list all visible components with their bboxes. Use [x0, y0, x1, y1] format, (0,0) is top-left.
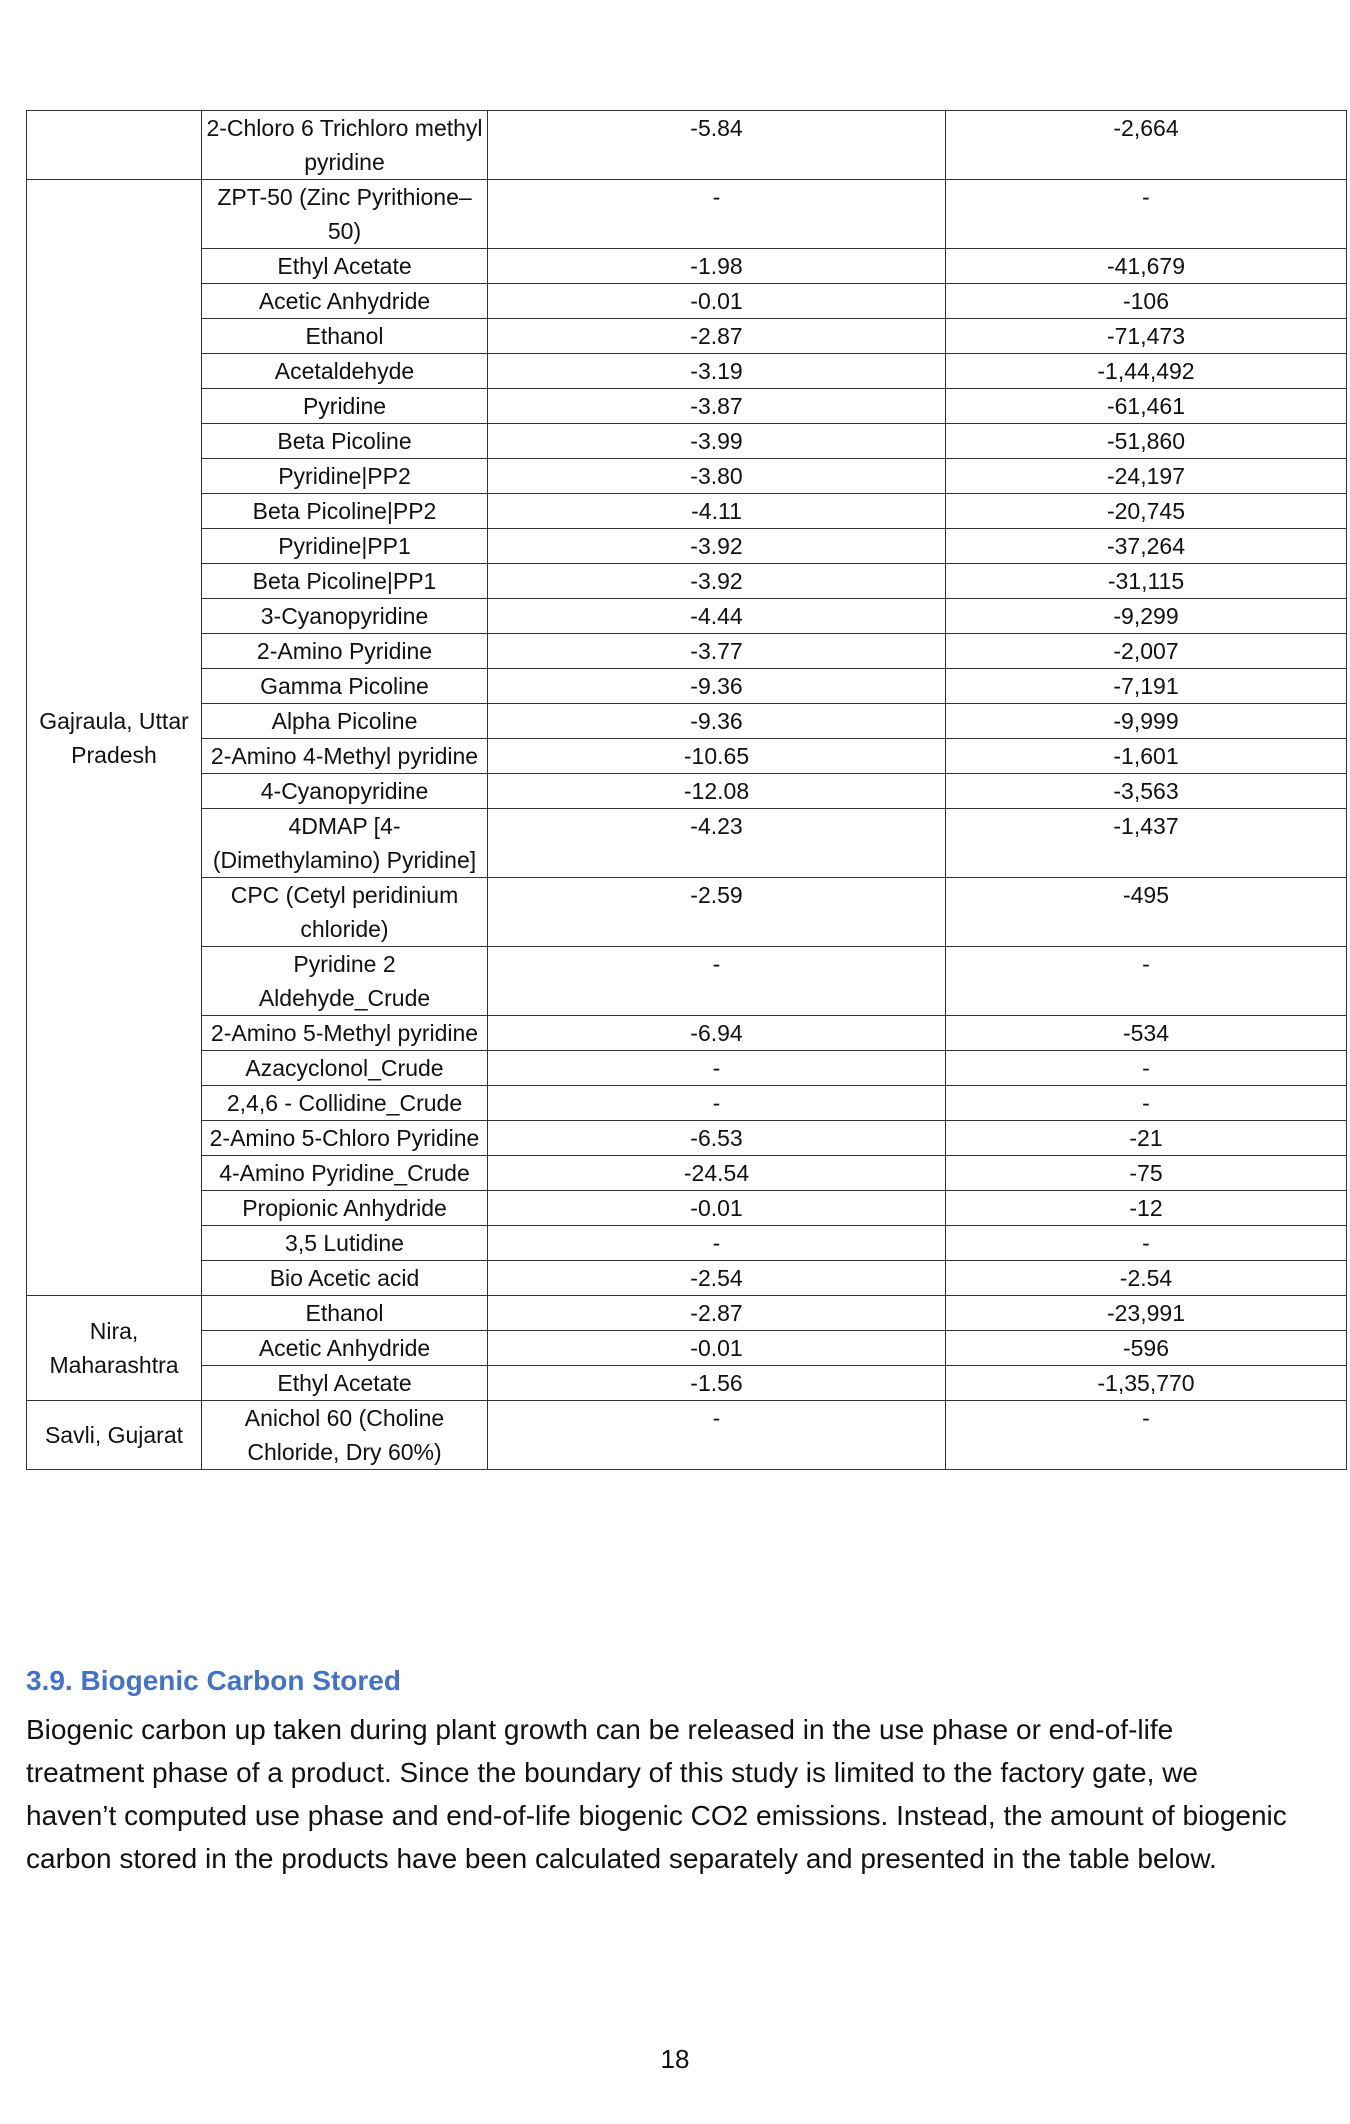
location-cell: Nira, Maharashtra	[27, 1296, 202, 1401]
value-cell: -6.94	[488, 1016, 946, 1051]
total-value-cell: -3,563	[946, 774, 1347, 809]
total-value-cell: -534	[946, 1016, 1347, 1051]
total-value-cell: -71,473	[946, 319, 1347, 354]
product-cell: Gamma Picoline	[202, 669, 488, 704]
table-row	[27, 1226, 1347, 1261]
table-row	[27, 564, 1347, 599]
product-cell: Acetic Anhydride	[202, 1331, 488, 1366]
value-cell: -24.54	[488, 1156, 946, 1191]
table-row	[27, 774, 1347, 809]
product-cell: Anichol 60 (Choline Chloride, Dry 60%)	[202, 1401, 488, 1470]
value-cell: -2.87	[488, 1296, 946, 1331]
product-cell: 4-Amino Pyridine_Crude	[202, 1156, 488, 1191]
value-cell: -4.23	[488, 809, 946, 878]
value-cell: -	[488, 1086, 946, 1121]
product-cell: 3,5 Lutidine	[202, 1226, 488, 1261]
product-cell: ZPT-50 (Zinc Pyrithione–50)	[202, 180, 488, 249]
value-cell: -1.98	[488, 249, 946, 284]
total-value-cell: -75	[946, 1156, 1347, 1191]
value-cell: -3.87	[488, 389, 946, 424]
product-cell: 3-Cyanopyridine	[202, 599, 488, 634]
product-cell: Pyridine	[202, 389, 488, 424]
total-value-cell: -2,007	[946, 634, 1347, 669]
location-cell: Savli, Gujarat	[27, 1401, 202, 1470]
total-value-cell: -20,745	[946, 494, 1347, 529]
product-cell: CPC (Cetyl peridinium chloride)	[202, 878, 488, 947]
total-value-cell: -	[946, 947, 1347, 1016]
product-cell: 2-Chloro 6 Trichloro methyl pyridine	[202, 111, 488, 180]
product-cell: Acetaldehyde	[202, 354, 488, 389]
value-cell: -2.59	[488, 878, 946, 947]
product-cell: Ethyl Acetate	[202, 1366, 488, 1401]
value-cell: -	[488, 180, 946, 249]
table-row	[27, 599, 1347, 634]
table-row	[27, 1296, 1347, 1331]
total-value-cell: -	[946, 1086, 1347, 1121]
table-row	[27, 704, 1347, 739]
value-cell: -	[488, 947, 946, 1016]
value-cell: -3.99	[488, 424, 946, 459]
section-paragraph: Biogenic carbon up taken during plant growth can be released in the use phase or end-of-life treatment phase of a product. Since the boundary of this study is limited to the factory gate, we haven’t computed use phase and end-of-life biogenic CO2 emissions. Instead, the amount of biogenic carbon stored in the products have been calculated separately and presented in the table below.	[26, 1714, 1287, 1874]
value-cell: -4.11	[488, 494, 946, 529]
table-row	[27, 389, 1347, 424]
product-cell: 4DMAP [4-(Dimethylamino) Pyridine]	[202, 809, 488, 878]
table-row	[27, 947, 1347, 1016]
table-row	[27, 180, 1347, 249]
table-row	[27, 1366, 1347, 1401]
product-cell: Azacyclonol_Crude	[202, 1051, 488, 1086]
product-cell: Acetic Anhydride	[202, 284, 488, 319]
value-cell: -0.01	[488, 1331, 946, 1366]
total-value-cell: -	[946, 1401, 1347, 1470]
value-cell: -1.56	[488, 1366, 946, 1401]
table-row	[27, 111, 1347, 180]
table-row	[27, 878, 1347, 947]
table-row	[27, 1051, 1347, 1086]
product-cell: 4-Cyanopyridine	[202, 774, 488, 809]
section-heading: 3.9. Biogenic Carbon Stored	[26, 1665, 401, 1696]
product-cell: Pyridine|PP2	[202, 459, 488, 494]
value-cell: -	[488, 1401, 946, 1470]
value-cell: -12.08	[488, 774, 946, 809]
total-value-cell: -	[946, 1051, 1347, 1086]
product-cell: Beta Picoline|PP2	[202, 494, 488, 529]
table-row	[27, 1331, 1347, 1366]
value-cell: -0.01	[488, 284, 946, 319]
table-row	[27, 529, 1347, 564]
product-cell: Ethanol	[202, 1296, 488, 1331]
table-row	[27, 669, 1347, 704]
table-row	[27, 1401, 1347, 1470]
total-value-cell: -596	[946, 1331, 1347, 1366]
value-cell: -3.80	[488, 459, 946, 494]
table-row	[27, 284, 1347, 319]
table-row	[27, 424, 1347, 459]
value-cell: -2.87	[488, 319, 946, 354]
table-row	[27, 354, 1347, 389]
table-row	[27, 494, 1347, 529]
value-cell: -3.19	[488, 354, 946, 389]
total-value-cell: -7,191	[946, 669, 1347, 704]
value-cell: -	[488, 1051, 946, 1086]
emissions-table	[26, 110, 1347, 1470]
total-value-cell: -1,601	[946, 739, 1347, 774]
product-cell: 2-Amino 5-Chloro Pyridine	[202, 1121, 488, 1156]
table-row	[27, 1016, 1347, 1051]
product-cell: Propionic Anhydride	[202, 1191, 488, 1226]
table-row	[27, 1261, 1347, 1296]
table-row	[27, 1086, 1347, 1121]
value-cell: -3.92	[488, 564, 946, 599]
value-cell: -10.65	[488, 739, 946, 774]
value-cell: -3.77	[488, 634, 946, 669]
value-cell: -0.01	[488, 1191, 946, 1226]
value-cell: -3.92	[488, 529, 946, 564]
total-value-cell: -106	[946, 284, 1347, 319]
product-cell: 2-Amino 5-Methyl pyridine	[202, 1016, 488, 1051]
product-cell: Alpha Picoline	[202, 704, 488, 739]
location-cell	[27, 111, 202, 180]
product-cell: Pyridine|PP1	[202, 529, 488, 564]
total-value-cell: -9,999	[946, 704, 1347, 739]
table-row	[27, 319, 1347, 354]
product-cell: 2-Amino Pyridine	[202, 634, 488, 669]
table-body	[27, 111, 1347, 1470]
product-cell: 2,4,6 - Collidine_Crude	[202, 1086, 488, 1121]
total-value-cell: -9,299	[946, 599, 1347, 634]
product-cell: Pyridine 2 Aldehyde_Crude	[202, 947, 488, 1016]
total-value-cell: -24,197	[946, 459, 1347, 494]
table-row	[27, 1156, 1347, 1191]
total-value-cell: -1,35,770	[946, 1366, 1347, 1401]
table-row	[27, 1121, 1347, 1156]
value-cell: -9.36	[488, 704, 946, 739]
total-value-cell: -2.54	[946, 1261, 1347, 1296]
product-cell: Ethyl Acetate	[202, 249, 488, 284]
value-cell: -9.36	[488, 669, 946, 704]
total-value-cell: -41,679	[946, 249, 1347, 284]
location-cell: Gajraula, Uttar Pradesh	[27, 180, 202, 1296]
product-cell: Ethanol	[202, 319, 488, 354]
product-cell: Beta Picoline|PP1	[202, 564, 488, 599]
total-value-cell: -495	[946, 878, 1347, 947]
value-cell: -4.44	[488, 599, 946, 634]
product-cell: Beta Picoline	[202, 424, 488, 459]
value-cell: -	[488, 1226, 946, 1261]
table-row	[27, 459, 1347, 494]
total-value-cell: -2,664	[946, 111, 1347, 180]
total-value-cell: -12	[946, 1191, 1347, 1226]
total-value-cell: -	[946, 1226, 1347, 1261]
value-cell: -6.53	[488, 1121, 946, 1156]
total-value-cell: -61,461	[946, 389, 1347, 424]
total-value-cell: -21	[946, 1121, 1347, 1156]
total-value-cell: -31,115	[946, 564, 1347, 599]
page-number: 18	[660, 2044, 690, 2074]
total-value-cell: -37,264	[946, 529, 1347, 564]
table-row	[27, 809, 1347, 878]
value-cell: -5.84	[488, 111, 946, 180]
product-cell: Bio Acetic acid	[202, 1261, 488, 1296]
table-row	[27, 634, 1347, 669]
table-row	[27, 739, 1347, 774]
total-value-cell: -1,44,492	[946, 354, 1347, 389]
table-row	[27, 1191, 1347, 1226]
total-value-cell: -23,991	[946, 1296, 1347, 1331]
total-value-cell: -51,860	[946, 424, 1347, 459]
total-value-cell: -	[946, 180, 1347, 249]
total-value-cell: -1,437	[946, 809, 1347, 878]
product-cell: 2-Amino 4-Methyl pyridine	[202, 739, 488, 774]
table-row	[27, 249, 1347, 284]
value-cell: -2.54	[488, 1261, 946, 1296]
